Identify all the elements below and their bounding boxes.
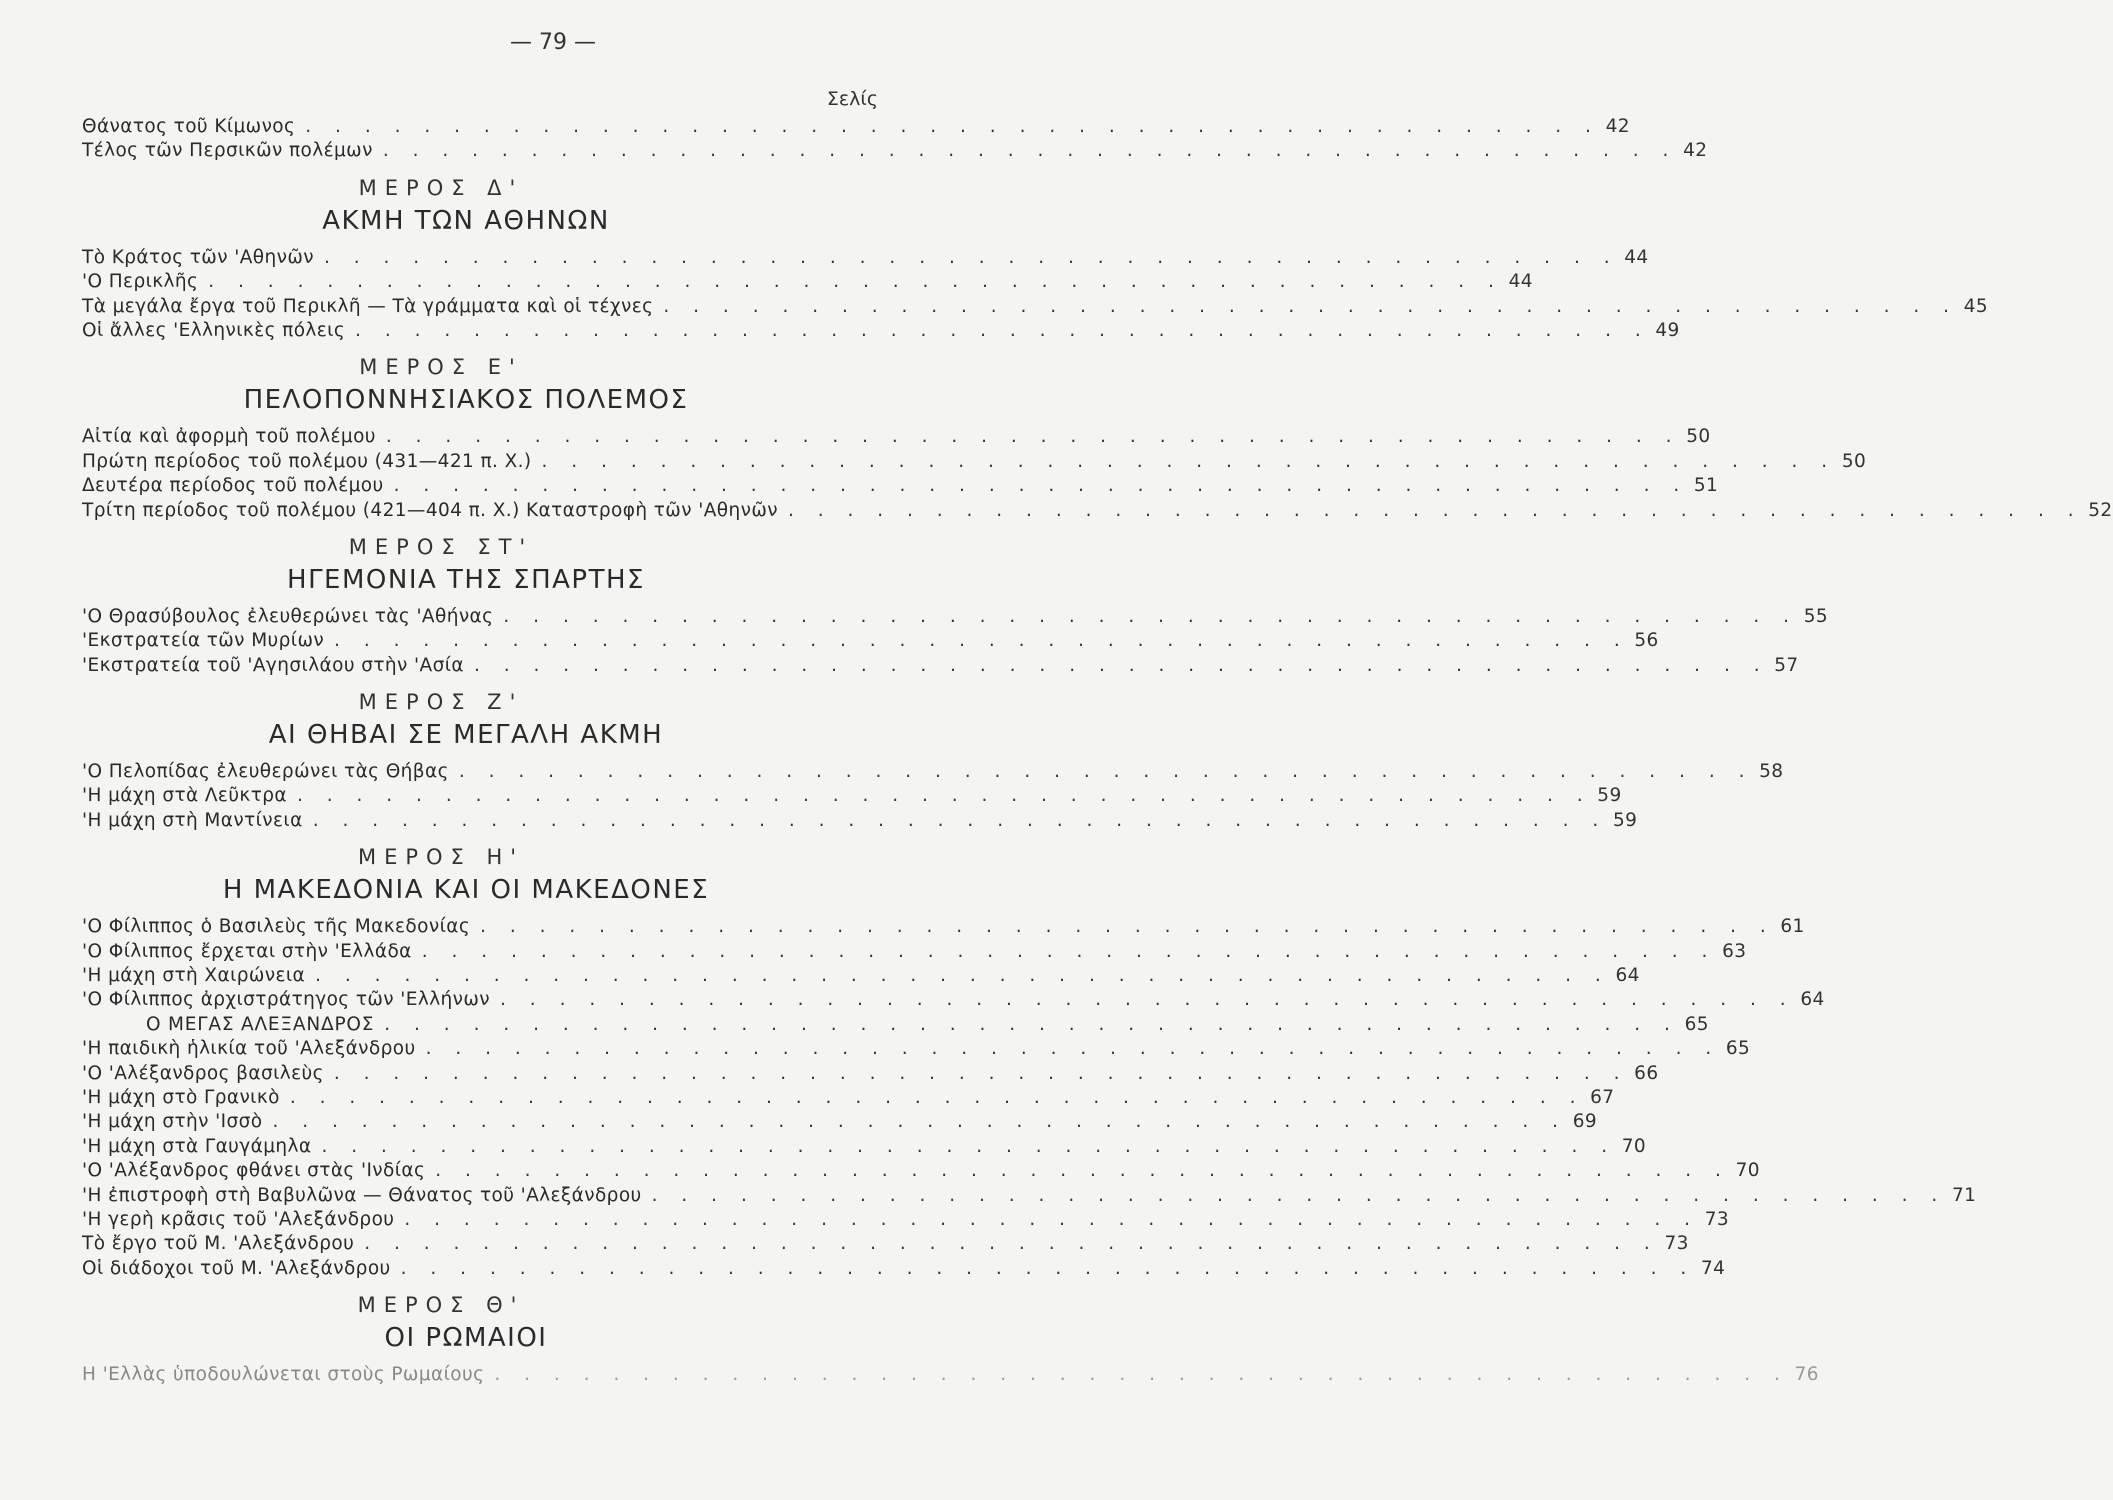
toc-entry-page: 66 [1634,1062,1659,1084]
toc-entry-title: Πρώτη περίοδος τοῦ πολέμου (431—421 π. Χ.) [82,450,532,472]
toc-entry-page: 58 [1759,761,1784,783]
dot-leader: . . . . . . . . . . . . . . . . . . . . . . . . . . . . . . . . . . . . . . . . . . . . [458,761,1754,783]
toc-entry-title: 'Ο Περικλῆς [82,271,199,293]
part-title: ΗΓΕΜΟΝΙΑ ΤΗΣ ΣΠΑΡΤΗΣ [287,564,645,595]
toc-entry-title: Οἱ ἄλλες 'Ελληνικὲς πόλεις [82,319,346,341]
toc-entry-title: 'Ο 'Αλέξανδρος φθάνει στὰς 'Ινδίας [82,1160,426,1182]
toc-entry [82,1038,1751,1062]
toc-entry-page: 59 [1612,809,1638,831]
dot-leader: . . . . . . . . . . . . . . . . . . . . . . . . . . . . . . . . . . . . . . . . . . . . [404,1208,1700,1230]
dot-leader: . . . . . . . . . . . . . . . . . . . . . . . . . . . . . . . . . . . . . . . . . . . . [333,1062,1629,1084]
toc-entry-page: 55 [1803,605,1829,627]
dot-leader: . . . . . . . . . . . . . . . . . . . . . . . . . . . . . . . . . . . . . . . . . . . . [787,499,2083,521]
toc-entry-page: 44 [1624,246,1649,268]
toc-entry-page: 71 [1951,1184,1977,1206]
toc-entry [82,916,1805,940]
toc-entry-page: 65 [1725,1038,1751,1060]
dot-leader: . . . . . . . . . . . . . . . . . . . . . . . . . . . . . . . . . . . . . . . . . . . . [305,116,1600,137]
dot-leader: . . . . . . . . . . . . . . . . . . . . . . . . . . . . . . . . . . . . . . . . . . . . [297,785,1592,807]
toc-entry-page: 70 [1621,1135,1647,1157]
toc-entry [82,1160,1760,1184]
toc-entry-title: 'Εκστρατεία τοῦ 'Αγησιλάου στὴν 'Ασία [82,654,464,676]
toc-entry-page: 51 [1693,475,1719,497]
part-title: ΟΙ ΡΩΜΑΙΟΙ [384,1323,548,1354]
toc-entry-page: 69 [1572,1111,1598,1133]
toc-entry-title: Τέλος τῶν Περσικῶν πολέμων [82,140,373,162]
toc-entry [82,989,1825,1013]
toc-entry-page: 61 [1780,916,1805,938]
page-column-header: Σελίς [826,88,878,110]
toc-entry-page: 59 [1597,785,1622,807]
toc-entry-title: 'Ο Πελοπίδας ἐλευθερώνει τὰς Θήβας [82,761,449,783]
toc-entry [82,1062,1659,1087]
toc-entry-page: 67 [1590,1086,1615,1108]
toc-entry [82,630,1659,654]
toc-entry-title: 'Ο Φίλιππος ὁ Βασιλεὺς τῆς Μακεδονίας [82,916,471,938]
dot-leader: . . . . . . . . . . . . . . . . . . . . . . . . . . . . . . . . . . . . . . . . . . . . [323,246,1619,268]
dot-leader: . . . . . . . . . . . . . . . . . . . . . . . . . . . . . . . . . . . . . . . . . . . . [480,916,1775,938]
toc-entry [82,271,1533,295]
toc-entry-title: Τὰ μεγάλα ἔργα τοῦ Περικλῆ — Τὰ γράμματα καὶ οἱ τέχνες [82,295,654,317]
toc-entry-page: 64 [1615,965,1640,987]
dot-leader: . . . . . . . . . . . . . . . . . . . . . . . . . . . . . . . . . . . . . . . . . . . . [272,1111,1568,1133]
toc-entry-page: 73 [1664,1233,1689,1255]
toc-entry-page: 65 [1684,1013,1709,1035]
toc-entry [82,809,1638,834]
part-heading: ΜΕΡΟΣ Ε' [359,355,523,380]
toc-entry-title: Τρίτη περίοδος τοῦ πολέμου (421—404 π. Χ.) Καταστροφὴ τῶν 'Αθηνῶν [82,499,778,521]
dot-leader: . . . . . . . . . . . . . . . . . . . . . . . . . . . . . . . . . . . . . . . . . . . . [541,450,1837,472]
toc-entry [82,761,1784,785]
dot-leader: . . . . . . . . . . . . . . . . . . . . . . . . . . . . . . . . . . . . . . . . . . . . [651,1184,1947,1206]
toc-entry-page: 76 [1794,1364,1819,1386]
toc-entry [82,785,1622,809]
dot-leader: . . . . . . . . . . . . . . . . . . . . . . . . . . . . . . . . . . . . . . . . . . . . [384,1013,1679,1035]
toc-entry-title: 'Ο Φίλιππος ἀρχιστράτηγος τῶν 'Ελλήνων [82,989,491,1011]
toc-entry-title: 'Η μάχη στὴ Μαντίνεια [82,809,303,831]
part-title: ΠΕΛΟΠΟΝΝΗΣΙΑΚΟΣ ΠΟΛΕΜΟΣ [243,385,689,416]
toc-entry-page: 42 [1605,116,1630,137]
dot-leader: . . . . . . . . . . . . . . . . . . . . . . . . . . . . . . . . . . . . . . . . . . . . [393,475,1689,497]
part-title: Η ΜΑΚΕΔΟΝΙΑ ΚΑΙ ΟΙ ΜΑΚΕΔΟΝΕΣ [222,875,710,906]
dot-leader: . . . . . . . . . . . . . . . . . . . . . . . . . . . . . . . . . . . . . . . . . . . . [364,1233,1659,1255]
toc-entry-page: 73 [1704,1208,1730,1230]
toc-entry-title: Δευτέρα περίοδος τοῦ πολέμου [82,475,384,497]
toc-entry-title: 'Η γερὴ κρᾶσις τοῦ 'Αλεξάνδρου [82,1208,395,1230]
toc-entry-title: 'Εκστρατεία τῶν Μυρίων [82,630,325,652]
toc-entry-title: Αἰτία καὶ ἀφορμὴ τοῦ πολέμου [82,426,376,448]
toc-entry [82,940,1747,965]
dot-leader: . . . . . . . . . . . . . . . . . . . . . . . . . . . . . . . . . . . . . . . . . . . . [435,1160,1730,1182]
dot-leader: . . . . . . . . . . . . . . . . . . . . . . . . . . . . . . . . . . . . . . . . . . . . [208,271,1503,293]
toc-entry-title: 'Ο 'Αλέξανδρος βασιλεὺς [82,1062,324,1084]
toc-entry-title: 'Ο Φίλιππος ἔρχεται στὴν 'Ελλάδα [82,940,412,962]
part-heading: ΜΕΡΟΣ ΣΤ' [348,534,534,559]
toc-entry [82,450,1867,475]
toc-entry-title: 'Η ἐπιστροφὴ στὴ Βαβυλῶνα — Θάνατος τοῦ 'Αλεξάνδρου [82,1184,642,1206]
dot-leader: . . . . . . . . . . . . . . . . . . . . . . . . . . . . . . . . . . . . . . . . . . . . [663,295,1959,317]
toc-entry [82,116,1630,140]
toc-entry-title: 'Η μάχη στὴ Χαιρώνεια [82,965,306,987]
dot-leader: . . . . . . . . . . . . . . . . . . . . . . . . . . . . . . . . . . . . . . . . . . . . [334,630,1629,652]
dot-leader: . . . . . . . . . . . . . . . . . . . . . . . . . . . . . . . . . . . . . . . . . . . . [289,1086,1585,1108]
toc-entry [82,426,1711,450]
toc-entry-title: 'Ο Θρασύβουλος ἐλευθερώνει τὰς 'Αθήνας [82,605,494,627]
toc-entry-page: 50 [1841,450,1867,472]
dot-leader: . . . . . . . . . . . . . . . . . . . . . . . . . . . . . . . . . . . . . . . . . . . . [503,605,1799,627]
part-title: ΑΚΜΗ ΤΩΝ ΑΘΗΝΩΝ [322,205,610,236]
toc-entry-page: 57 [1774,654,1799,676]
toc-entry [82,654,1799,679]
toc-entry [82,499,2113,524]
toc-entry [82,1135,1647,1160]
dot-leader: . . . . . . . . . . . . . . . . . . . . . . . . . . . . . . . . . . . . . . . . . . . . [421,940,1717,962]
part-heading: ΜΕΡΟΣ Δ' [358,175,524,200]
toc-entry-title: 'Η μάχη στὸ Γρανικὸ [82,1086,280,1108]
toc-entry [82,295,1989,320]
toc-entry [82,140,1708,164]
toc-entry-page: 56 [1634,630,1659,652]
dot-leader: . . . . . . . . . . . . . . . . . . . . . . . . . . . . . . . . . . . . . . . . . . . . [400,1257,1696,1279]
toc-entry [82,475,1719,499]
toc-entry-page: 70 [1735,1160,1760,1182]
toc-entry [82,319,1680,344]
toc-entry [82,1257,1726,1282]
toc-entry [82,1208,1730,1233]
dot-leader: . . . . . . . . . . . . . . . . . . . . . . . . . . . . . . . . . . . . . . . . . . . . [321,1135,1617,1157]
toc-entry-page: 44 [1508,271,1533,293]
toc-entry-page: 52 [2088,499,2113,521]
toc-entry [82,1233,1689,1257]
toc-entry-page: 45 [1963,295,1989,317]
toc-entry-title: Τὸ ἔργο τοῦ Μ. 'Αλεξάνδρου [82,1233,355,1255]
dot-leader: . . . . . . . . . . . . . . . . . . . . . . . . . . . . . . . . . . . . . . . . . . . . [355,319,1650,341]
dot-leader: . . . . . . . . . . . . . . . . . . . . . . . . . . . . . . . . . . . . . . . . . . . . [312,809,1608,831]
toc-entry [82,1013,1709,1038]
toc-entry [82,965,1640,989]
toc-entry-title: 'Η μάχη στὰ Λεῦκτρα [82,785,288,807]
toc-entry-page: 49 [1655,319,1680,341]
toc-entry-title: Θάνατος τοῦ Κίμωνος [82,116,296,137]
toc-entry-title: Ο ΜΕΓΑΣ ΑΛΕΞΑΝΔΡΟΣ [146,1013,375,1035]
toc-entry [82,1184,1977,1209]
part-heading: ΜΕΡΟΣ Ζ' [358,690,524,715]
dot-leader: . . . . . . . . . . . . . . . . . . . . . . . . . . . . . . . . . . . . . . . . . . . . [500,989,1795,1011]
toc-entry [82,1364,1819,1388]
part-heading: ΜΕΡΟΣ Θ' [357,1293,525,1318]
toc-entry-title: Η 'Ελλὰς ὑποδουλώνεται στοὺς Ρωμαίους [82,1364,485,1386]
dot-leader: . . . . . . . . . . . . . . . . . . . . . . . . . . . . . . . . . . . . . . . . . . . . [315,965,1610,987]
toc-entry [82,1111,1598,1135]
toc-entry [82,1086,1615,1111]
part-heading: ΜΕΡΟΣ Η' [357,845,525,870]
dot-leader: . . . . . . . . . . . . . . . . . . . . . . . . . . . . . . . . . . . . . . . . . . . . [473,654,1769,676]
part-title: ΑΙ ΘΗΒΑΙ ΣΕ ΜΕΓΑΛΗ ΑΚΜΗ [268,720,664,751]
toc-entry-title: 'Η μάχη στὰ Γαυγάμηλα [82,1135,312,1157]
toc-entry-page: 74 [1700,1257,1726,1279]
table-of-contents [82,116,2113,1389]
page-number: — 79 — [510,30,596,55]
toc-entry-page: 64 [1800,989,1825,1011]
toc-entry-title: Οἱ διάδοχοι τοῦ Μ. 'Αλεξάνδρου [82,1257,391,1279]
dot-leader: . . . . . . . . . . . . . . . . . . . . . . . . . . . . . . . . . . . . . . . . . . . . [385,426,1681,448]
toc-entry [82,246,1649,271]
toc-entry-page: 50 [1686,426,1711,448]
dot-leader: . . . . . . . . . . . . . . . . . . . . . . . . . . . . . . . . . . . . . . . . . . . . [382,140,1678,162]
toc-entry-page: 42 [1683,140,1708,162]
dot-leader: . . . . . . . . . . . . . . . . . . . . . . . . . . . . . . . . . . . . . . . . . . . . [494,1364,1789,1386]
toc-entry-title: 'Η παιδικὴ ἡλικία τοῦ 'Αλεξάνδρου [82,1038,416,1060]
dot-leader: . . . . . . . . . . . . . . . . . . . . . . . . . . . . . . . . . . . . . . . . . . . . [425,1038,1721,1060]
toc-entry-title: 'Η μάχη στὴν 'Ισσὸ [82,1111,263,1133]
toc-entry [82,605,1829,630]
toc-entry-title: Τὸ Κράτος τῶν 'Αθηνῶν [82,246,314,268]
toc-entry-page: 63 [1722,940,1747,962]
